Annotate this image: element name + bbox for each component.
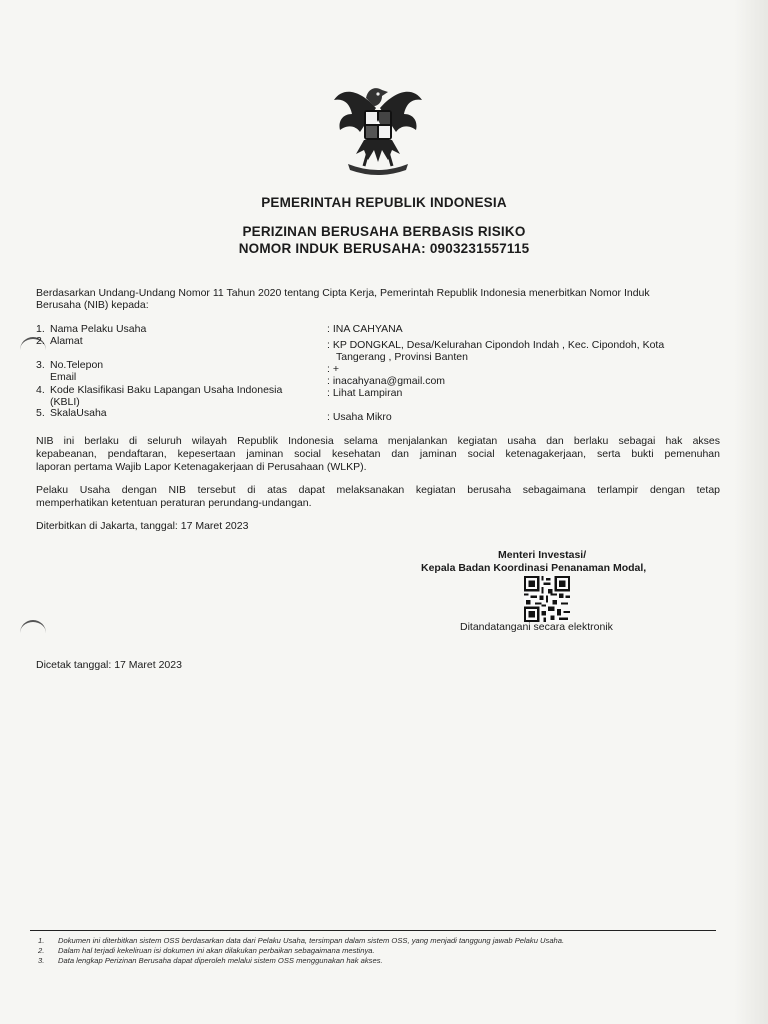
nib-number: NOMOR INDUK BERUSAHA: 0903231557115 [238, 241, 530, 256]
field-value-email: : inacahyana@gmail.com [327, 375, 446, 387]
footnote-number: 2. [38, 946, 45, 955]
field-label-scale: SkalaUsaha [50, 407, 107, 419]
printed-date: Dicetak tanggal: 17 Maret 2023 [36, 659, 182, 671]
field-label-email: Email [50, 371, 77, 383]
scan-edge-shadow [734, 0, 768, 1024]
field-label-name: Nama Pelaku Usaha [50, 323, 147, 335]
signatory-office: Kepala Badan Koordinasi Penanaman Modal, [421, 562, 647, 574]
signatory-title: Menteri Investasi/ [498, 549, 587, 561]
field-label-kbli-line-2: (KBLI) [50, 396, 80, 408]
intro-line-2: Berusaha (NIB) kepada: [36, 299, 149, 311]
field-number: 2. [36, 335, 45, 347]
intro-line-1: Berdasarkan Undang-Undang Nomor 11 Tahun 2020 tentang Cipta Kerja, Pemerintah Republik Indonesia menerbitkan Nomor Induk [36, 287, 650, 299]
field-label-kbli: Kode Klasifikasi Baku Lapangan Usaha Indonesia [50, 384, 283, 396]
footnote-text: Dokumen ini diterbitkan sistem OSS berdasarkan data dari Pelaku Usaha, tersimpan dalam sistem OSS, yang menjadi tanggung jawab Pelaku Usaha. [58, 936, 565, 945]
footnote-number: 3. [38, 956, 45, 965]
footnote-number: 1. [38, 936, 45, 945]
footnote-divider [30, 930, 716, 931]
field-value-scale: : Usaha Mikro [327, 411, 392, 423]
paragraph-line: Pelaku Usaha dengan NIB tersebut di atas dapat melaksanakan kegiatan berusaha sebagaimana terlampir dengan tetap [36, 484, 720, 496]
punch-hole-mark-bottom [20, 620, 46, 636]
document-title: PERIZINAN BERUSAHA BERBASIS RISIKO [242, 224, 526, 239]
field-value-address: : KP DONGKAL, Desa/Kelurahan Cipondoh Indah , Kec. Cipondoh, Kota [327, 339, 665, 351]
field-value-address-line-2: Tangerang , Provinsi Banten [336, 351, 468, 363]
government-heading: PEMERINTAH REPUBLIK INDONESIA [261, 195, 507, 210]
field-number: 1. [36, 323, 45, 335]
field-value-kbli: : Lihat Lampiran [327, 387, 403, 399]
paragraph-line: NIB ini berlaku di seluruh wilayah Republik Indonesia selama menjalankan kegiatan usaha dan berlaku sebagai hak akses [36, 435, 720, 447]
field-label-phone: No.Telepon [50, 359, 104, 371]
issued-date: Diterbitkan di Jakarta, tanggal: 17 Maret 2023 [36, 520, 249, 532]
paragraph-line: laporan pertama Wajib Lapor Ketenagakerjaan di Perusahaan (WLKP). [36, 461, 367, 473]
electronic-signature-note: Ditandatangani secara elektronik [460, 621, 613, 633]
field-value-phone: : + [327, 363, 339, 375]
footnote-text: Dalam hal terjadi kekeliruan isi dokumen ini akan dilakukan perbaikan sebagaimana mestinya. [58, 946, 375, 955]
footnote-text: Data lengkap Perizinan Berusaha dapat diperoleh melalui sistem OSS menggunakan hak akses. [58, 956, 383, 965]
field-number: 5. [36, 407, 45, 419]
field-number: 4. [36, 384, 45, 396]
field-value-name: : INA CAHYANA [327, 323, 403, 335]
paragraph-line: memperhatikan ketentuan peraturan perundang-undangan. [36, 497, 312, 509]
garuda-emblem-icon [328, 80, 428, 180]
field-number: 3. [36, 359, 45, 371]
field-label-address: Alamat [50, 335, 83, 347]
qr-code-icon [524, 576, 570, 622]
paragraph-line: kepabeanan, pendaftaran, kepesertaan jaminan social kesehatan dan jaminan social ketenagakerjaan, serta bukti pemenuhan [36, 448, 720, 460]
